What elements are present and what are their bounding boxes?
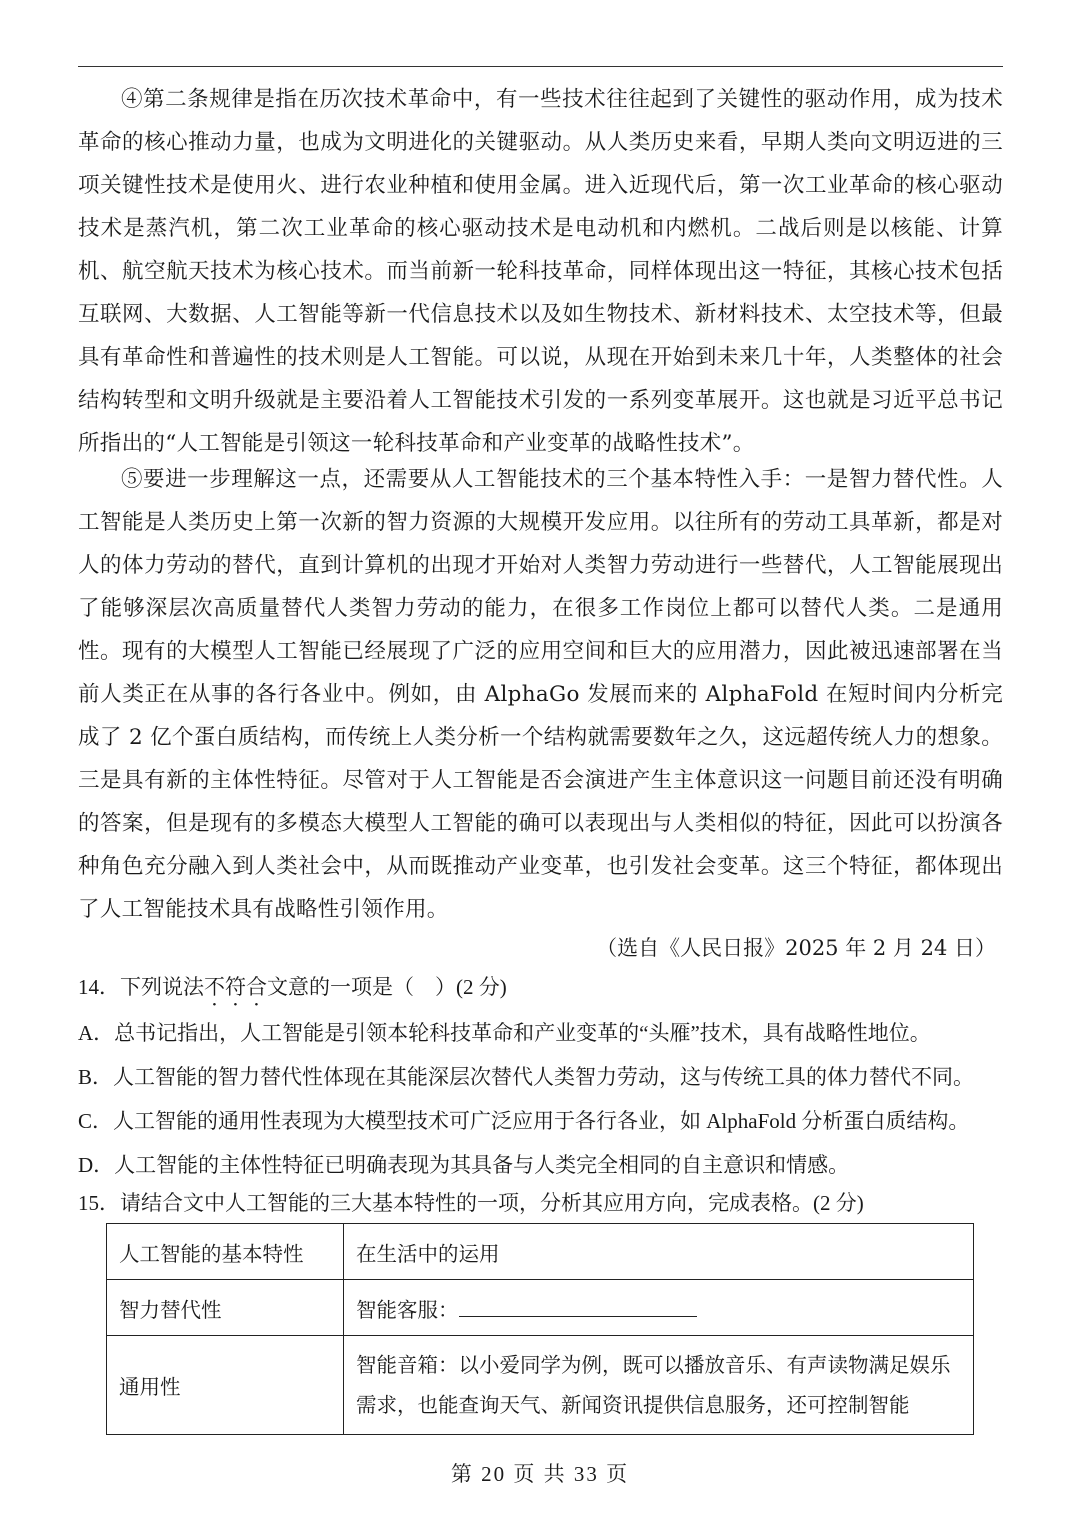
table-row [107, 1280, 974, 1336]
option-c[interactable]: C．人工智能的通用性表现为大模型技术可广泛应用于各行各业，如 AlphaFold 分析蛋白质结构。 [78, 1109, 970, 1133]
table-header-cell: 在生活中的运用 [344, 1224, 974, 1280]
table-cell [344, 1280, 974, 1336]
table-cell: 智力替代性 [107, 1280, 344, 1336]
table-cell-label: 智能客服： [356, 1297, 459, 1322]
option-a[interactable]: A．总书记指出，人工智能是引领本轮科技革命和产业变革的“头雁”技术，具有战略性地位。 [78, 1021, 931, 1045]
answer-table [106, 1223, 974, 1435]
passage-paragraph-5: ⑤要进一步理解这一点，还需要从人工智能技术的三个基本特性入手：一是智力替代性。人工智能是人类历史上第一次新的智力资源的大规模开发应用。以往所有的劳动工具革新，都是对人的体力劳动的替代，直到计算机的出现才开始对人类智力劳动进行一些替代，人工智能展现出了能够深层次高质量替代人类智力劳动的能力，在很多工作岗位上都可以替代人类。二是通用性。现有的大模型人工智能已经展现了广泛的应用空间和巨大的应用潜力，因此被迅速部署在当前人类正在从事的各行各业中。例如，由 AlphaGo 发展而来的 AlphaFold 在短时间内分析完成了 2 亿个蛋白质结构，而传统上人类分析一个结构就需要数年之久，这远超传统人力的想象。三是具有新的主体性特征。尽管对于人工智能是否会演进产生主体意识这一问题目前还没有明确的答案，但是现有的多模态大模型人工智能的确可以表现出与人类相似的特征，因此可以扮演各种角色充分融入到人类社会中，从而既推动产业变革，也引发社会变革。这三个特征，都体现出了人工智能技术具有战略性引领作用。 [78, 467, 1003, 922]
question-14 [78, 965, 1018, 1187]
question-14-stem [78, 965, 1018, 1011]
source-citation: （选自《人民日报》2025 年 2 月 24 日） [596, 936, 996, 960]
question-14-emphasis: 不符合 [204, 975, 267, 999]
table-cell: 智能音箱：以小爱同学为例，既可以播放音乐、有声读物满足娱乐需求，也能查询天气、新闻资讯提供信息服务，还可控制智能 [344, 1336, 974, 1435]
question-15-stem: 15．请结合文中人工智能的三大基本特性的一项，分析其应用方向，完成表格。(2 分) [78, 1191, 864, 1215]
page-footer: 第 20 页 共 33 页 [450, 1462, 630, 1486]
table-cell: 通用性 [107, 1336, 344, 1435]
table-header-cell: 人工智能的基本特性 [107, 1224, 344, 1280]
question-14-prefix: 14．下列说法 [78, 975, 204, 999]
option-d[interactable]: D．人工智能的主体性特征已明确表现为其具备与人类完全相同的自主意识和情感。 [78, 1153, 850, 1177]
table-row [107, 1336, 974, 1435]
answer-blank[interactable] [459, 1296, 697, 1317]
table-header-row [107, 1224, 974, 1280]
passage-paragraph-4: ④第二条规律是指在历次技术革命中，有一些技术往往起到了关键性的驱动作用，成为技术革命的核心推动力量，也成为文明进化的关键驱动。从人类历史来看，早期人类向文明迈进的三项关键性技术是使用火、进行农业种植和使用金属。进入近现代后，第一次工业革命的核心驱动技术是蒸汽机，第二次工业革命的核心驱动技术是电动机和内燃机。二战后则是以核能、计算机、航空航天技术为核心技术。而当前新一轮科技革命，同样体现出这一特征，其核心技术包括互联网、大数据、人工智能等新一代信息技术以及如生物技术、新材料技术、太空技术等，但最具有革命性和普遍性的技术则是人工智能。可以说，从现在开始到未来几十年，人类整体的社会结构转型和文明升级就是主要沿着人工智能技术引发的一系列变革展开。这也就是习近平总书记所指出的“人工智能是引领这一轮科技革命和产业变革的战略性技术”。 [78, 87, 1003, 456]
option-b[interactable]: B．人工智能的智力替代性体现在其能深层次替代人类智力劳动，这与传统工具的体力替代不同。 [78, 1065, 975, 1089]
top-rule [78, 66, 1003, 67]
question-14-suffix: 文意的一项是（ ）(2 分) [267, 975, 507, 999]
